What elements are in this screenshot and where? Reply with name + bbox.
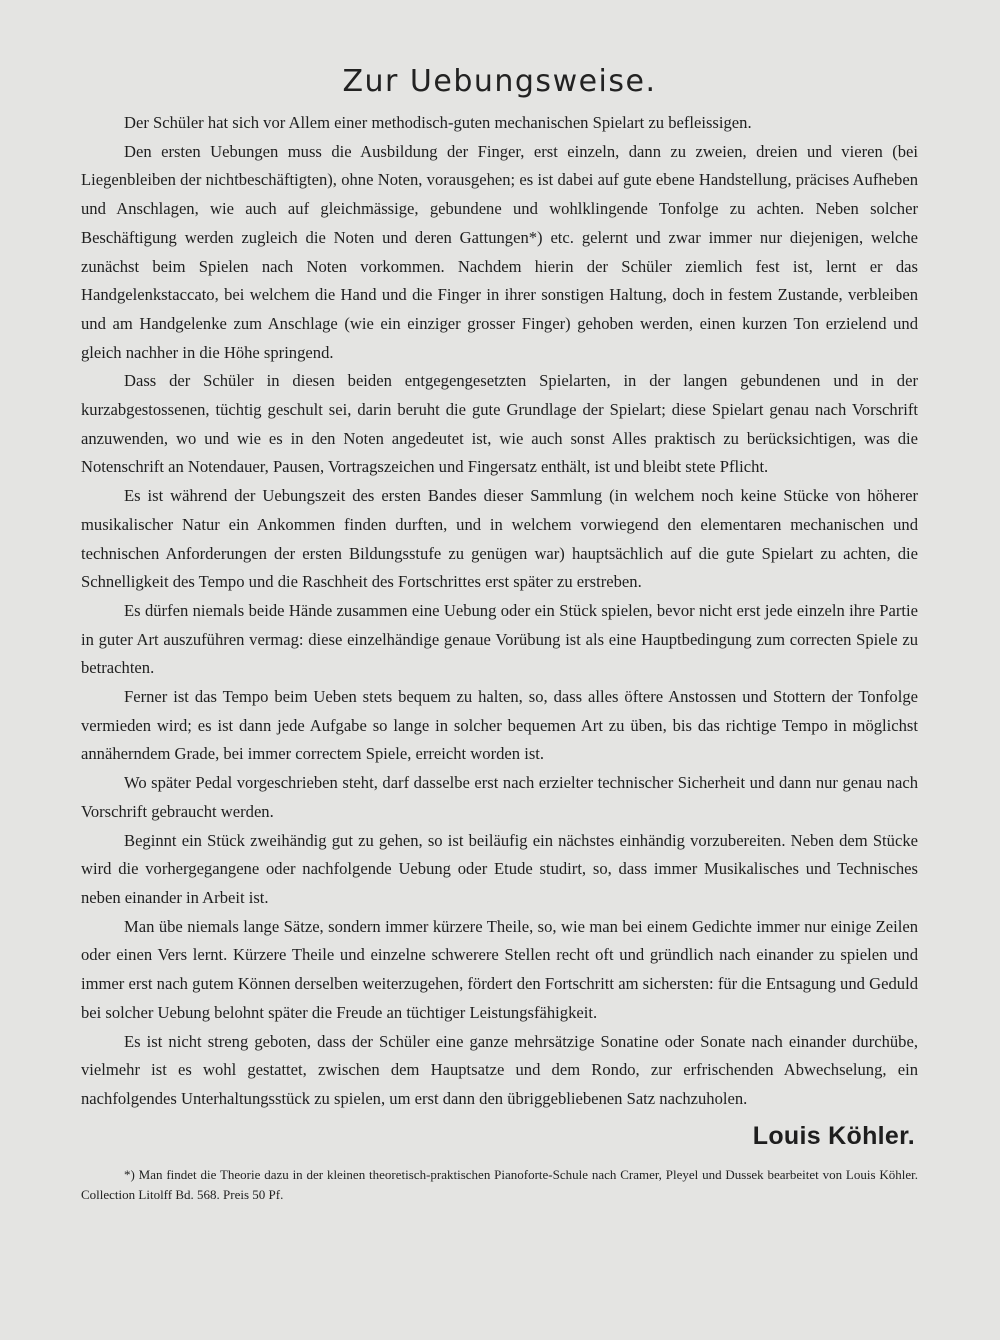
paragraph-10: Es ist nicht streng geboten, dass der Schüler eine ganze mehrsätzige Sonatine oder Sonate nach einander durchübe, vielmehr ist es wohl gestattet, zwischen dem Hauptsatze und dem Rondo, zur erfrischenden Abwechselung, ein nachfolgendes Unterhaltungsstück zu spielen, um erst dann den übriggebliebenen Satz nachzuholen.	[81, 1031, 918, 1108]
paragraph-2: Den ersten Uebungen muss die Ausbildung der Finger, erst einzeln, dann zu zweien, dreien und vieren (bei Liegenbleiben der nichtbeschäftigten), ohne Noten, vorausgehen; es ist dabei auf gute ebene Handstellung, präcises Aufheben und Anschlagen, wie auch auf gleichmässige, gebundene und wohlklingende Tonfolge zu achten. Neben solcher Beschäftigung werden zugleich die Noten und deren Gattungen*) etc. gelernt und zwar immer nur diejenigen, welche zunächst beim Spielen nach Noten vorkommen. Nachdem hierin der Schüler ziemlich fest ist, lernt er das Handgelenkstaccato, bei welchem die Hand und die Finger in ihrer sonstigen Haltung, doch in festem Zustande, verbleiben und am Handgelenke zum Anschlage (wie ein einziger grosser Finger) gehoben werden, einen kurzen Ton erzielend und gleich nachher in die Höhe springend.	[81, 141, 918, 362]
paragraph-6: Ferner ist das Tempo beim Ueben stets bequem zu halten, so, dass alles öftere Anstossen und Stottern der Tonfolge vermieden wird; es ist dann jede Aufgabe so lange in solcher bequemen Art zu üben, bis das richtige Tempo in möglichst annäherndem Grade, bei immer correctem Spiele, erreicht worden ist.	[81, 687, 918, 764]
footnote: *) Man findet die Theorie dazu in der kleinen theoretisch-praktischen Pianoforte-Schule nach Cramer, Pleyel und Dussek bearbeitet von Louis Köhler. Collection Litolff Bd. 568. Preis 50 Pf.	[81, 1166, 918, 1202]
paragraph-9: Man übe niemals lange Sätze, sondern immer kürzere Theile, so, wie man bei einem Gedichte immer nur einige Zeilen oder einen Vers lernt. Kürzere Theile und einzelne schwerere Stellen recht oft und gründlich nach einander zu spielen und immer erst nach gutem Können derselben weiterzugehen, fördert den Fortschritt am sichersten: für die Entsagung und Geduld bei solcher Uebung belohnt später die Freude an tüchtiger Leistungsfähigkeit.	[81, 916, 918, 1022]
paragraph-5: Es dürfen niemals beide Hände zusammen eine Uebung oder ein Stück spielen, bevor nicht erst jede einzeln ihre Partie in guter Art auszuführen vermag: diese einzelhändige genaue Vorübung ist als eine Hauptbedingung zum correcten Spiele zu betrachten.	[81, 600, 918, 678]
paragraph-7: Wo später Pedal vorgeschrieben steht, darf dasselbe erst nach erzielter technischer Sicherheit und dann nur genau nach Vorschrift gebraucht werden.	[81, 773, 918, 821]
paragraph-1: Der Schüler hat sich vor Allem einer methodisch-guten mechanischen Spielart zu befleissigen.	[124, 113, 752, 132]
paragraph-8: Beginnt ein Stück zweihändig gut zu gehen, so ist beiläufig ein nächstes einhändig vorzubereiten. Neben dem Stücke wird die vorhergegangene oder nachfolgende Uebung oder Etude studirt, so, dass immer Musikalisches und Technisches neben einander in Arbeit ist.	[81, 830, 918, 907]
page-title: Zur Uebungsweise.	[342, 64, 657, 99]
paragraph-3: Dass der Schüler in diesen beiden entgegengesetzten Spielarten, in der langen gebundenen und in der kurzabgestossenen, tüchtig geschult sei, darin beruht die gute Grundlage der Spielart; diese Spielart genau nach Vorschrift anzuwenden, wo und wie es in den Noten angedeutet ist, wie auch sonst Alles praktisch zu berücksichtigen, was die Notenschrift an Notendauer, Pausen, Vortragszeichen und Fingersatz enthält, ist und bleibt stete Pflicht.	[81, 371, 918, 477]
body-text	[81, 109, 918, 1114]
paragraph-4: Es ist während der Uebungszeit des ersten Bandes dieser Sammlung (in welchem noch keine Stücke von höherer musikalischer Natur ein Ankommen finden durften, und in welchem vorwiegend den elementaren mechanischen und technischen Anforderungen der ersten Bildungsstufe zu genügen war) hauptsächlich auf die gute Spielart zu achten, die Schnelligkeit des Tempo und die Raschheit des Fortschrittes erst später zu erstreben.	[81, 486, 918, 592]
author-signature: Louis Köhler.	[752, 1121, 915, 1150]
